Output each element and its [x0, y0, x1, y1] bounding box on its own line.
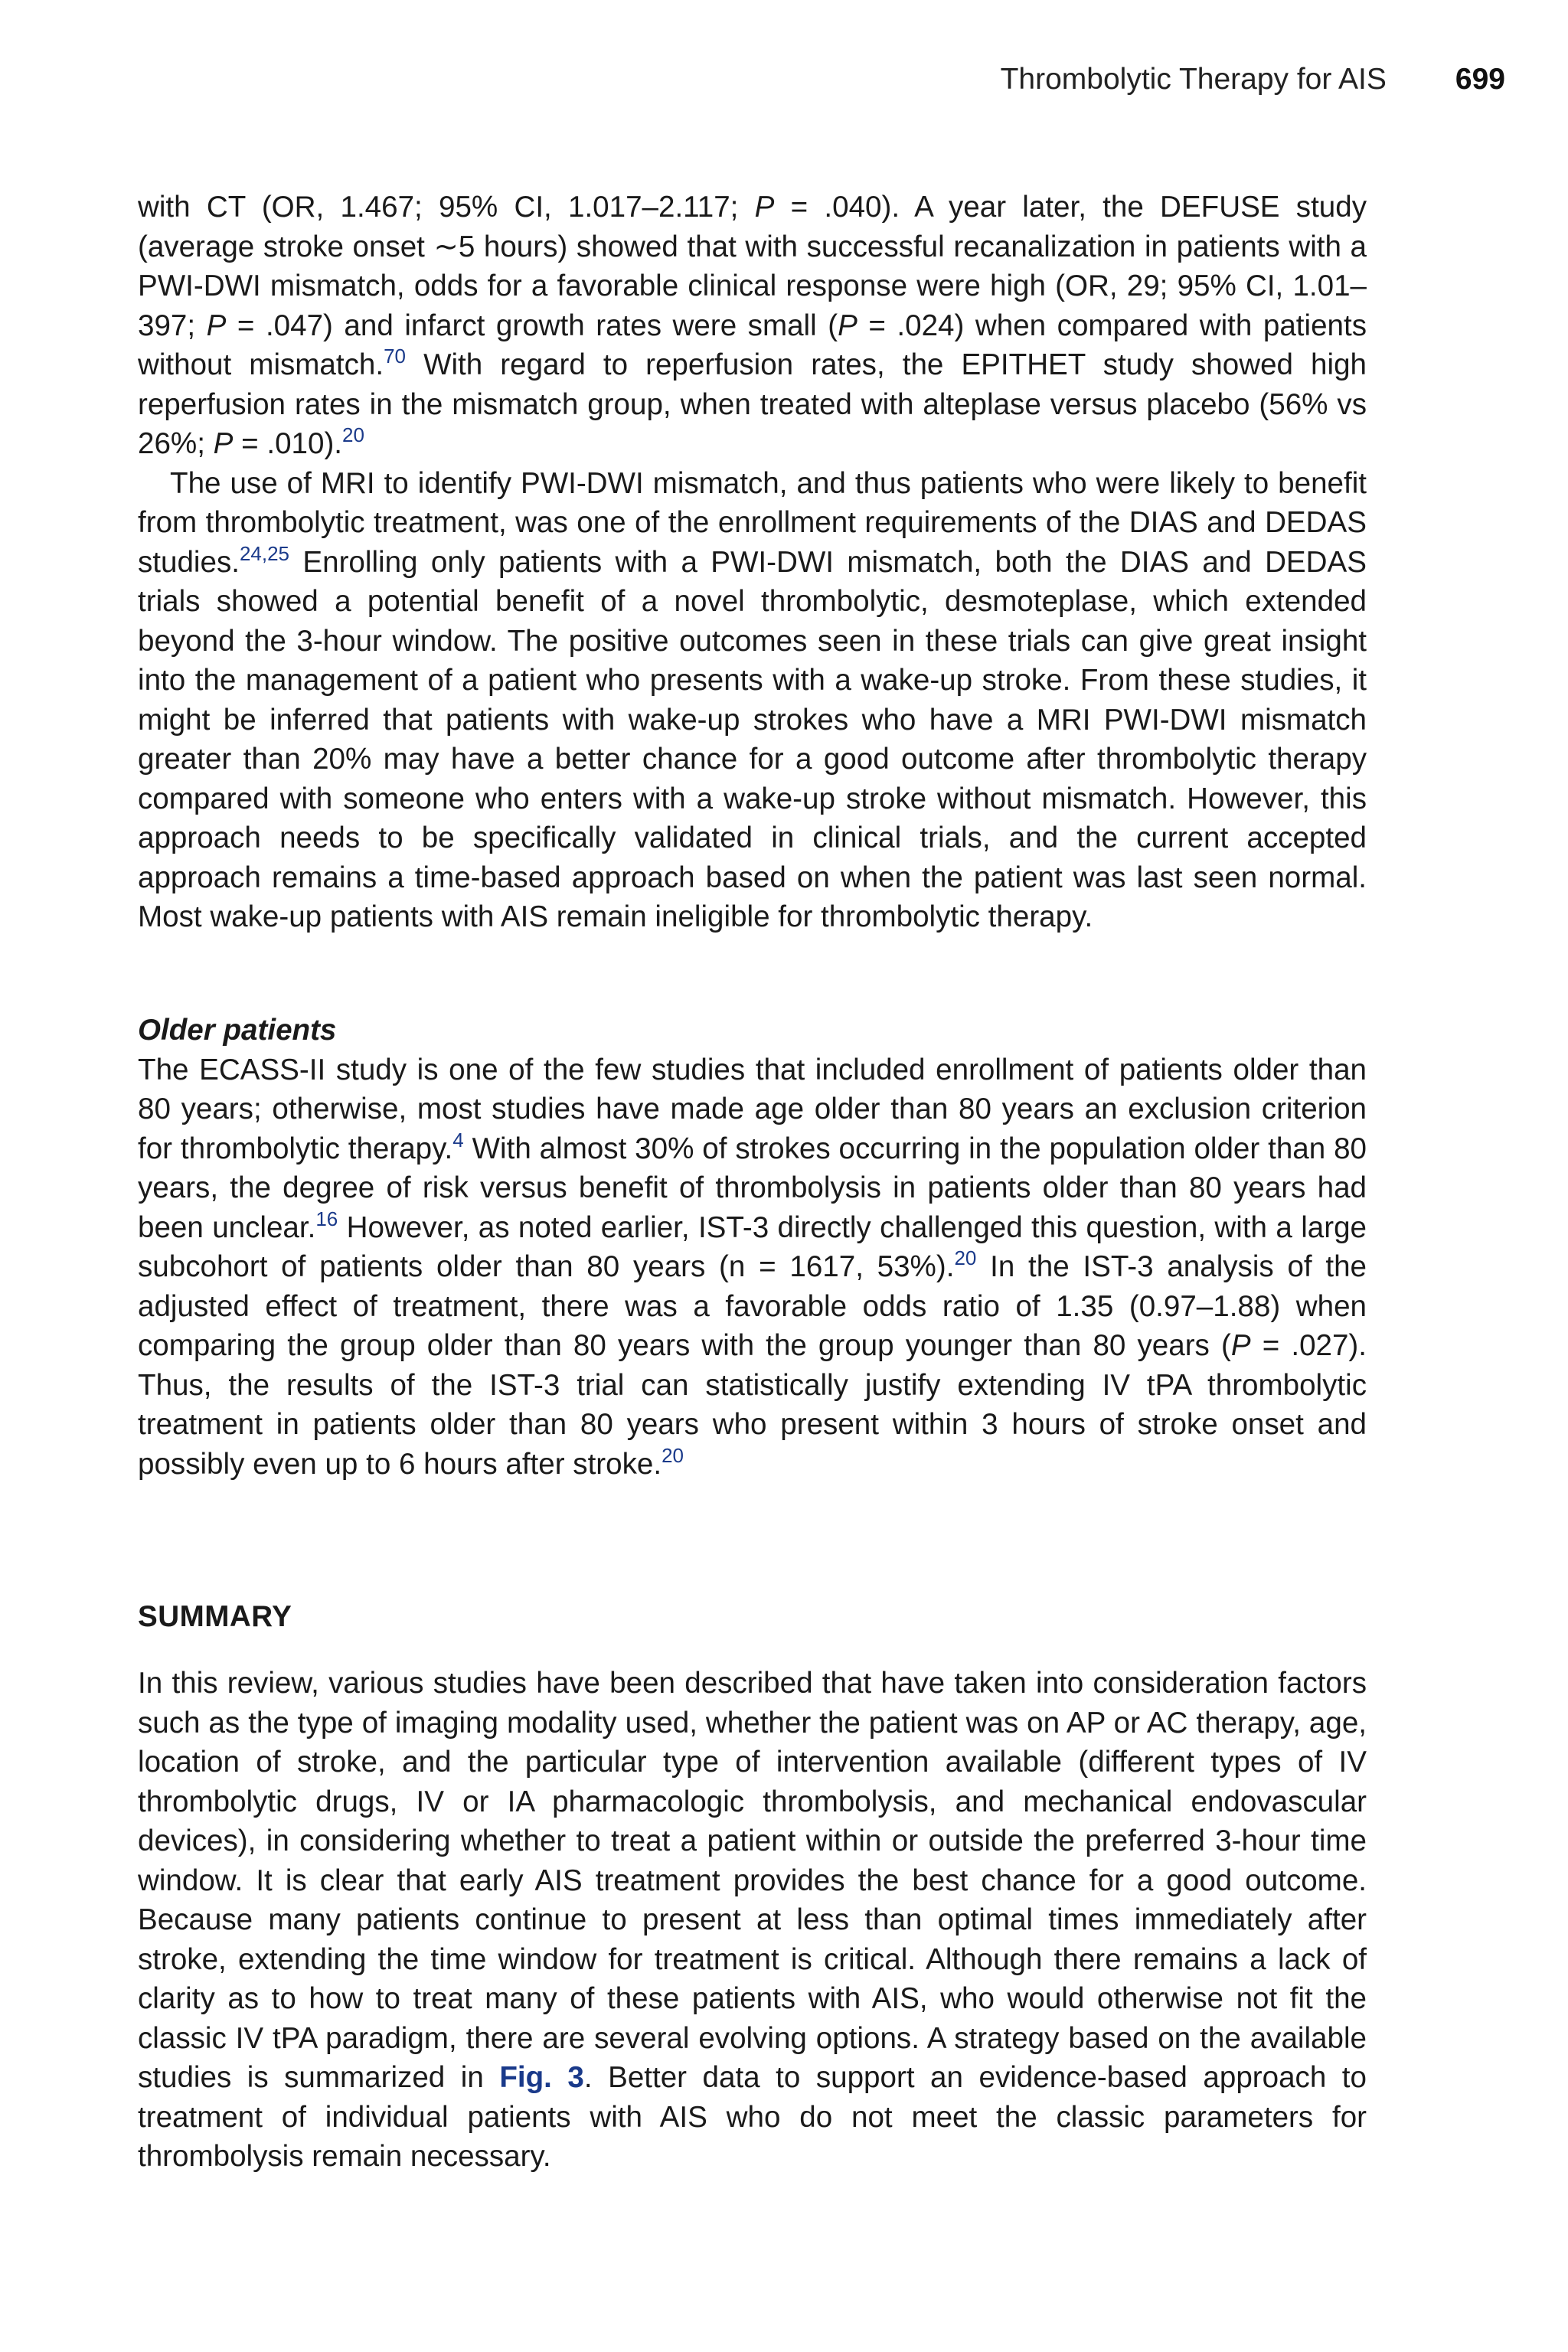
- reference-link[interactable]: 20: [342, 423, 364, 446]
- reference-link[interactable]: 16: [315, 1207, 338, 1230]
- running-head-title: Thrombolytic Therapy for AIS: [1000, 63, 1387, 96]
- page-number: 699: [1455, 63, 1505, 96]
- text-span: . Better data to support an evidence-based approach to treatment of individual patients with AIS who do not meet the classic parameters for thrombolysis remain necessary.: [138, 2061, 1367, 2173]
- text-span: In the IST-3 analysis of the adjusted effect of treatment, there was a favorable odds ratio of 1.35 (0.97–1.88) when comparing the group older than 80 years with the group younger than 80 years (: [138, 1250, 1367, 1362]
- subheading-older-patients: Older patients: [138, 1014, 337, 1047]
- text-span: = .027). Thus, the results of the IST-3 trial can statistically justify extending IV tPA thrombolytic treatment in patients older than 80 years who present within 3 hours of stroke onset and possibly even up to 6 hours after stroke.: [138, 1329, 1367, 1481]
- figure-link[interactable]: Fig. 3: [499, 2061, 584, 2094]
- reference-link[interactable]: 24,25: [239, 541, 290, 565]
- text-span: With regard to reperfusion rates, the EPITHET study showed high reperfusion rates in the mismatch group, when treated with alteplase versus placebo (56% vs 26%;: [138, 348, 1367, 460]
- body-section-summary: [138, 1664, 1367, 2177]
- reference-link[interactable]: 4: [452, 1128, 464, 1152]
- text-span: However, as noted earlier, IST-3 directly challenged this question, with a large subcohort of patients older than 80 years (n = 1617, 53%).: [138, 1210, 1367, 1283]
- paragraph-mri-mismatch: [138, 464, 1367, 937]
- paragraph-older-patients: [138, 1050, 1367, 1485]
- text-span: With almost 30% of strokes occurring in the population older than 80 years, the degree of risk versus benefit of thrombolysis in patients older than 80 years had been unclear.: [138, 1132, 1367, 1244]
- italic-p: P: [213, 427, 234, 460]
- italic-p: P: [754, 191, 775, 224]
- text-span: In this review, various studies have been described that have taken into consideration factors such as the type of imaging modality used, whether the patient was on AP or AC therapy, age, location of stroke, and the particular type of intervention available (different types of IV thrombolytic drugs, IV or IA pharmacologic thrombolysis, and mechanical endovascular devices), in considering whether to treat a patient within or outside the preferred 3-hour time window. It is clear that early AIS treatment provides the best chance for a good outcome. Because many patients continue to present at less than optimal times immediately after stroke, extending the time window for treatment is critical. Although there remains a lack of clarity as to how to treat many of these patients with AIS, who would otherwise not fit the classic IV tPA paradigm, there are several evolving options. A strategy based on the available studies is summarized in: [138, 1667, 1367, 2094]
- text-span: with CT (OR, 1.467; 95% CI, 1.017–2.117;: [138, 191, 755, 224]
- text-span: = .047) and infarct growth rates were small (: [226, 309, 838, 342]
- text-span: = .010).: [233, 427, 343, 460]
- text-span: The ECASS-II study is one of the few studies that included enrollment of patients older than 80 years; otherwise, most studies have made age older than 80 years an exclusion criterion for thrombolytic therapy.: [138, 1053, 1367, 1165]
- italic-p: P: [206, 309, 227, 342]
- italic-p: P: [1230, 1329, 1251, 1362]
- text-span: = .040). A year later, the DEFUSE study (average stroke onset ∼5 hours) showed that with successful recanalization in patients with a PWI-DWI mismatch, odds for a favorable clinical response were high (OR, 29; 95% CI, 1.01–397;: [138, 191, 1367, 342]
- body-section-intro: [138, 188, 1367, 937]
- text-span: = .024) when compared with patients without mismatch.: [138, 309, 1367, 381]
- paragraph-summary: [138, 1664, 1367, 2177]
- reference-link[interactable]: 70: [384, 345, 406, 368]
- reference-link[interactable]: 20: [954, 1246, 977, 1269]
- paragraph-defuse-epithet: [138, 188, 1367, 464]
- reference-link[interactable]: 20: [662, 1443, 684, 1467]
- italic-p: P: [838, 309, 858, 342]
- text-span: Enrolling only patients with a PWI-DWI mismatch, both the DIAS and DEDAS trials showed a potential benefit of a novel thrombolytic, desmoteplase, which extended beyond the 3-hour window. The positive outcomes seen in these trials can give great insight into the management of a patient who presents with a wake-up stroke. From these studies, it might be inferred that patients with wake-up strokes who have a MRI PWI-DWI mismatch greater than 20% may have a better chance for a good outcome after thrombolytic therapy compared with someone who enters with a wake-up stroke without mismatch. However, this approach needs to be specifically validated in clinical trials, and the current accepted approach remains a time-based approach based on when the patient was last seen normal. Most wake-up patients with AIS remain ineligible for thrombolytic therapy.: [138, 545, 1367, 933]
- section-heading-summary: SUMMARY: [138, 1600, 292, 1633]
- running-head: [1001, 63, 1505, 96]
- body-section-older-patients: [138, 1011, 1367, 1484]
- text-span: The use of MRI to identify PWI-DWI mismatch, and thus patients who were likely to benefit from thrombolytic treatment, was one of the enrollment requirements of the DIAS and DEDAS studies.: [138, 466, 1367, 579]
